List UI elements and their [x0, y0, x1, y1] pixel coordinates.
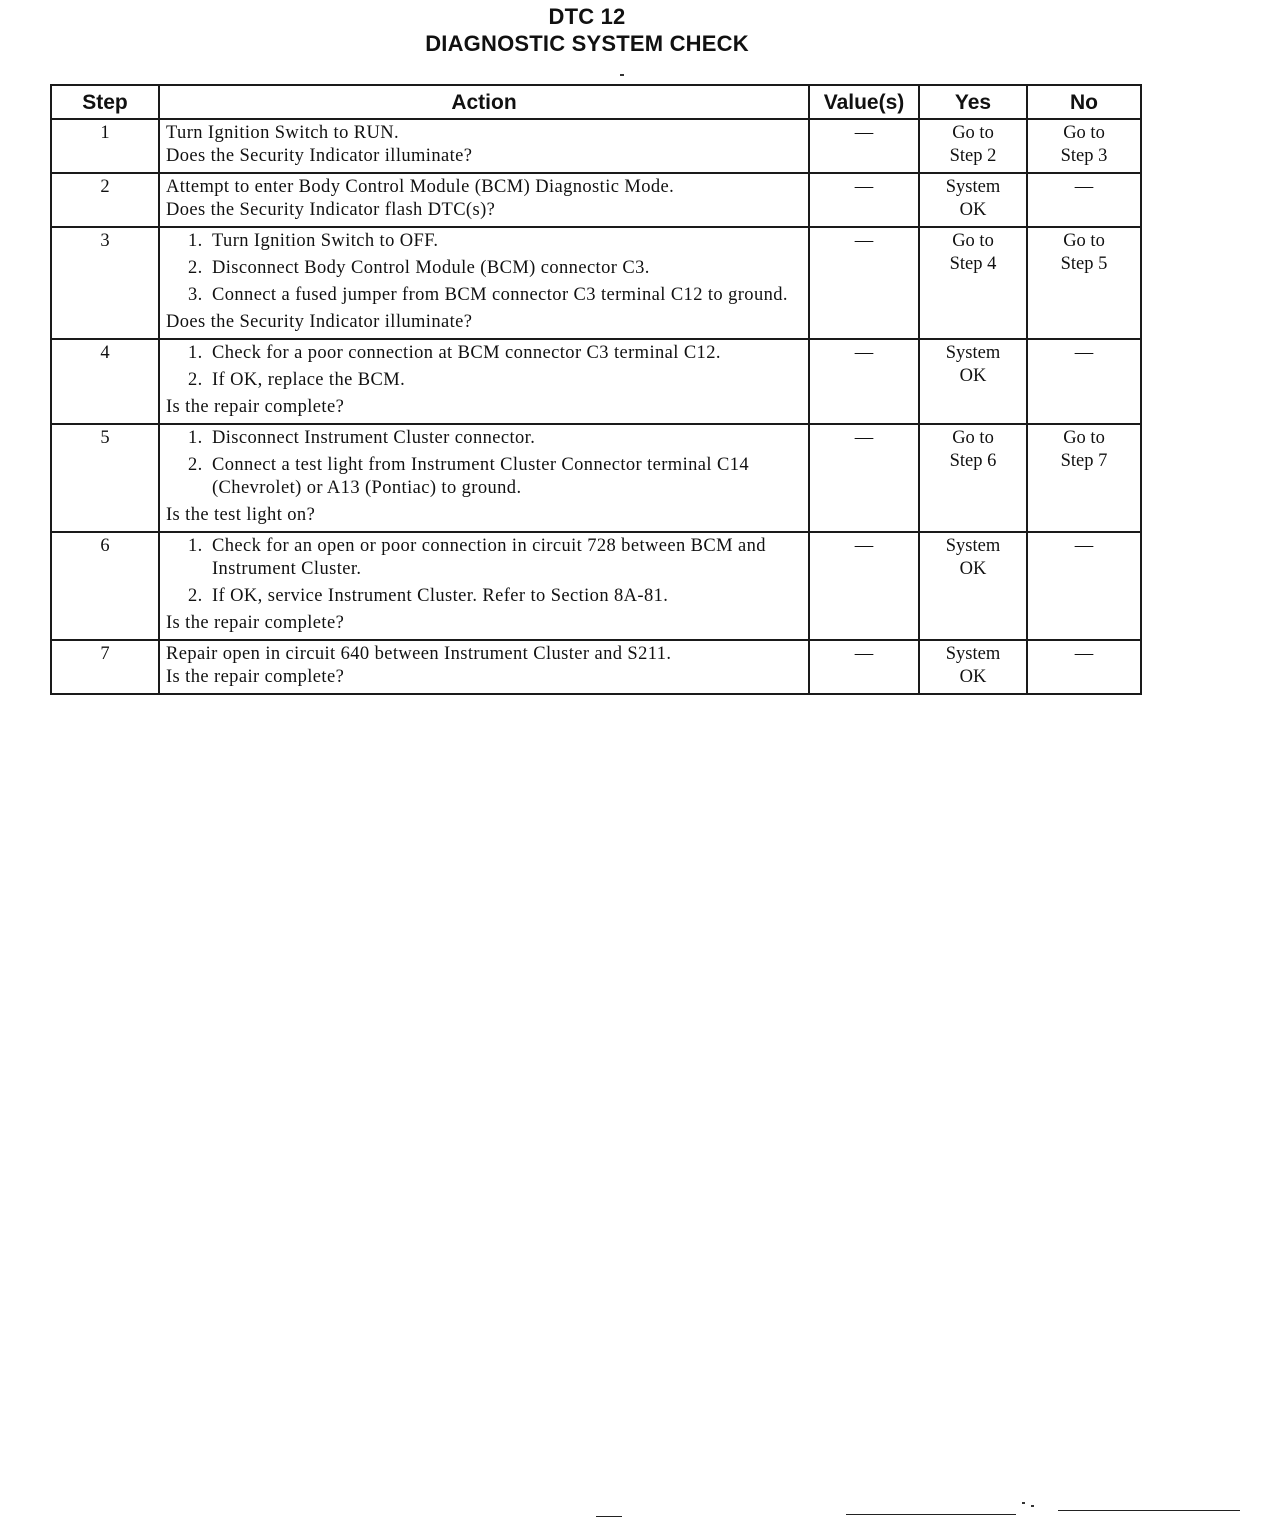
no-cell — [1027, 532, 1141, 640]
page-subtitle: DIAGNOSTIC SYSTEM CHECK — [425, 31, 749, 56]
value-cell: — — [809, 532, 919, 640]
yes-cell — [919, 173, 1027, 227]
yes-text: Step 4 — [949, 254, 997, 274]
substep-number: 1. — [188, 536, 203, 556]
yes-text: OK — [959, 559, 987, 579]
no-text: Go to — [1063, 428, 1105, 448]
action-question: Is the repair complete? — [166, 667, 345, 687]
no-text: — — [1074, 536, 1094, 556]
substep-list — [166, 230, 802, 307]
substep-text: Disconnect Body Control Module (BCM) connector C3. — [212, 258, 650, 278]
step-number: 5 — [51, 424, 159, 532]
table-body — [51, 119, 1141, 694]
no-cell — [1027, 173, 1141, 227]
yes-text: OK — [959, 667, 987, 687]
substep-list — [166, 342, 802, 392]
no-text: Step 5 — [1060, 254, 1108, 274]
diagnostic-table — [50, 84, 1142, 695]
no-text: — — [1074, 177, 1094, 197]
substep-item — [166, 257, 802, 280]
yes-text: System — [945, 536, 1001, 556]
substep-text: If OK, replace the BCM. — [212, 370, 406, 390]
substep-number: 1. — [188, 231, 203, 251]
footer-rule-left — [846, 1514, 1016, 1515]
substep-list — [166, 427, 802, 500]
page-title: DTC 12 — [548, 4, 626, 29]
action-cell — [159, 173, 809, 227]
substep-item — [166, 284, 802, 307]
table-header-row — [51, 85, 1141, 119]
header-yes: Yes — [919, 85, 1027, 119]
no-text: Step 7 — [1060, 451, 1108, 471]
step-number: 7 — [51, 640, 159, 694]
no-cell — [1027, 339, 1141, 424]
no-cell — [1027, 424, 1141, 532]
header-step: Step — [51, 85, 159, 119]
yes-cell — [919, 532, 1027, 640]
value-cell: — — [809, 227, 919, 339]
no-cell — [1027, 640, 1141, 694]
yes-text: OK — [959, 200, 987, 220]
no-cell — [1027, 227, 1141, 339]
yes-cell — [919, 640, 1027, 694]
substep-list — [166, 535, 802, 608]
action-question: Is the test light on? — [166, 505, 316, 525]
value-cell: — — [809, 424, 919, 532]
substep-number: 2. — [188, 258, 203, 278]
yes-text: System — [945, 343, 1001, 363]
yes-cell — [919, 227, 1027, 339]
yes-text: System — [945, 644, 1001, 664]
substep-text: Disconnect Instrument Cluster connector. — [212, 428, 536, 448]
step-number: 3 — [51, 227, 159, 339]
yes-text: OK — [959, 366, 987, 386]
yes-cell — [919, 424, 1027, 532]
substep-text: Turn Ignition Switch to OFF. — [212, 231, 439, 251]
action-text: Repair open in circuit 640 between Instrument Cluster and S211. — [166, 644, 672, 664]
action-text: Turn Ignition Switch to RUN. — [166, 123, 400, 143]
step-number: 6 — [51, 532, 159, 640]
table-row — [51, 424, 1141, 532]
scan-speck — [1022, 1502, 1025, 1504]
no-text: Go to — [1063, 231, 1105, 251]
substep-text: Connect a test light from Instrument Cluster Connector terminal C14 (Chevrolet) or A13 (Pontiac) to ground. — [212, 455, 749, 498]
substep-item — [166, 342, 802, 365]
table-row — [51, 173, 1141, 227]
value-cell: — — [809, 640, 919, 694]
substep-text: Check for an open or poor connection in circuit 728 between BCM and Instrument Cluster. — [212, 536, 766, 579]
substep-item — [166, 427, 802, 450]
substep-item — [166, 585, 802, 608]
action-question: Does the Security Indicator flash DTC(s)? — [166, 200, 496, 220]
step-number: 4 — [51, 339, 159, 424]
step-number: 1 — [51, 119, 159, 173]
step-number: 2 — [51, 173, 159, 227]
scan-speck — [620, 74, 624, 76]
action-cell — [159, 339, 809, 424]
action-question: Does the Security Indicator illuminate? — [166, 146, 473, 166]
yes-text: Go to — [952, 428, 994, 448]
action-cell — [159, 532, 809, 640]
substep-item — [166, 230, 802, 253]
table-row — [51, 119, 1141, 173]
yes-text: Step 2 — [949, 146, 997, 166]
substep-item — [166, 369, 802, 392]
table-row — [51, 227, 1141, 339]
no-text: Step 3 — [1060, 146, 1108, 166]
no-cell — [1027, 119, 1141, 173]
table-row — [51, 532, 1141, 640]
substep-number: 3. — [188, 285, 203, 305]
yes-cell — [919, 339, 1027, 424]
action-question: Is the repair complete? — [166, 397, 345, 417]
yes-cell — [919, 119, 1027, 173]
action-question: Does the Security Indicator illuminate? — [166, 312, 473, 332]
action-text: Attempt to enter Body Control Module (BCM) Diagnostic Mode. — [166, 177, 675, 197]
table-row — [51, 339, 1141, 424]
no-text: Go to — [1063, 123, 1105, 143]
substep-item — [166, 454, 802, 500]
value-cell: — — [809, 173, 919, 227]
substep-text: Check for a poor connection at BCM connector C3 terminal C12. — [212, 343, 721, 363]
substep-number: 2. — [188, 370, 203, 390]
substep-number: 1. — [188, 428, 203, 448]
footer-rule-right — [1058, 1510, 1240, 1511]
no-text: — — [1074, 343, 1094, 363]
yes-text: Go to — [952, 123, 994, 143]
value-cell: — — [809, 119, 919, 173]
footer-rule-short — [596, 1516, 622, 1517]
substep-item — [166, 535, 802, 581]
substep-text: Connect a fused jumper from BCM connector C3 terminal C12 to ground. — [212, 285, 788, 305]
action-cell — [159, 119, 809, 173]
yes-text: System — [945, 177, 1001, 197]
substep-text: If OK, service Instrument Cluster. Refer to Section 8A-81. — [212, 586, 669, 606]
substep-number: 1. — [188, 343, 203, 363]
no-text: — — [1074, 644, 1094, 664]
header-no: No — [1027, 85, 1141, 119]
action-cell — [159, 424, 809, 532]
action-cell — [159, 227, 809, 339]
substep-number: 2. — [188, 586, 203, 606]
header-action: Action — [159, 85, 809, 119]
yes-text: Step 6 — [949, 451, 997, 471]
scan-speck — [1031, 1505, 1034, 1507]
header-values: Value(s) — [809, 85, 919, 119]
yes-text: Go to — [952, 231, 994, 251]
substep-number: 2. — [188, 455, 203, 475]
value-cell: — — [809, 339, 919, 424]
table-row — [51, 640, 1141, 694]
action-cell — [159, 640, 809, 694]
action-question: Is the repair complete? — [166, 613, 345, 633]
